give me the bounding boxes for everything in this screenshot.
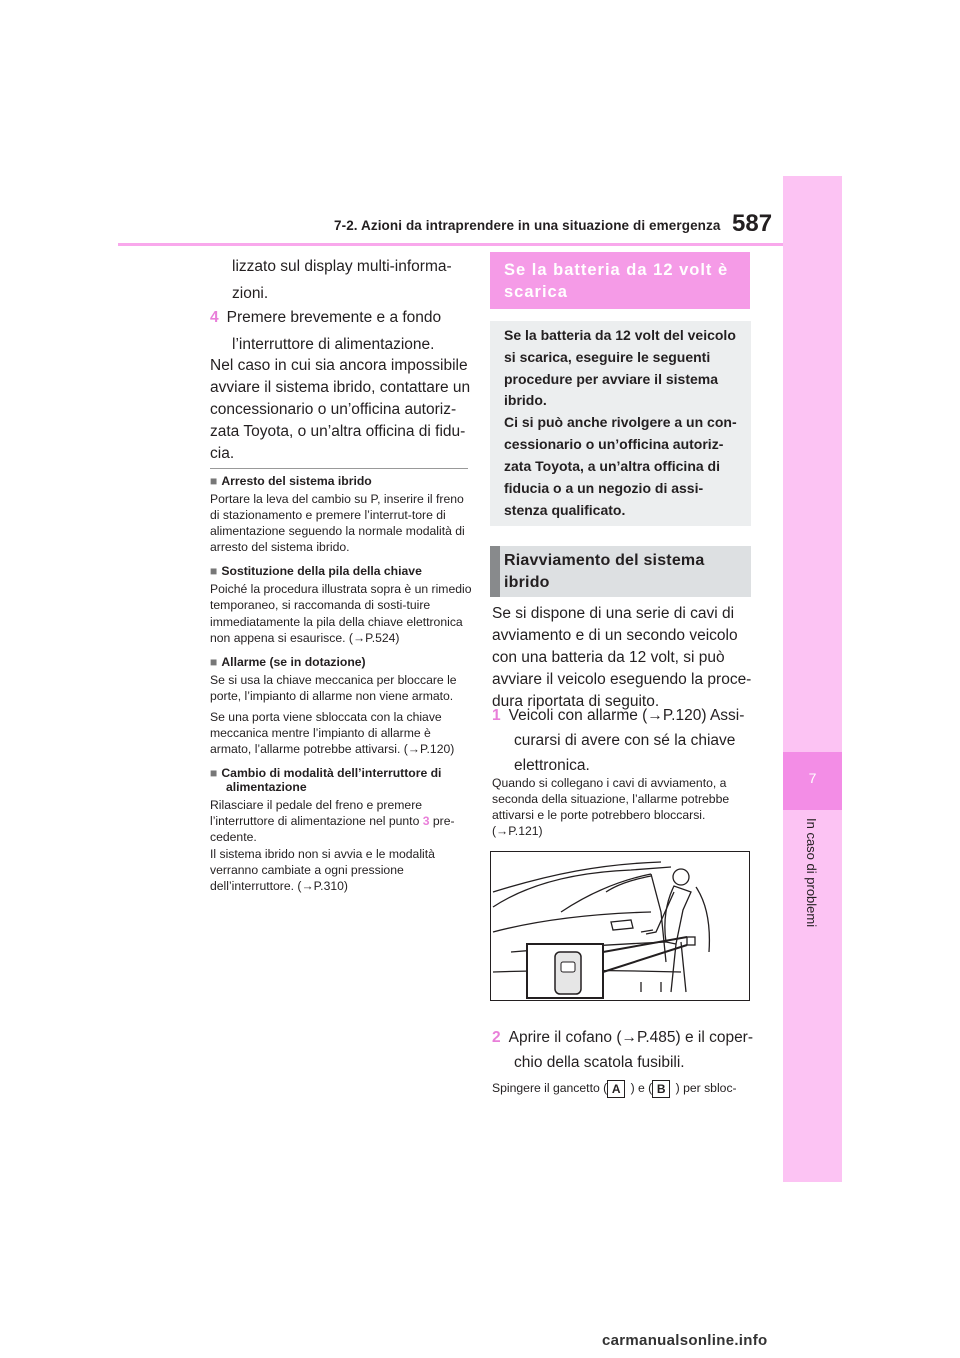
- header-rule: [118, 243, 783, 246]
- note-key-battery: ■ Sostituzione della pila della chiave Poiché la procedura illustrata sopra è un rimedio temporaneo, si raccomanda di sosti-tuire immediatamente la pila della chiave elettronica non appena si esaurisce. (→P.524): [210, 564, 472, 645]
- chapter-tab: [783, 176, 842, 1182]
- continued-text: lizzato sul display multi-informa- zioni.: [232, 258, 452, 302]
- car-door-illustration: [491, 852, 749, 1000]
- heading-restart-hybrid: Riavviamento del sistema ibrido: [490, 546, 751, 597]
- square-bullet-icon: ■: [210, 474, 218, 488]
- square-bullet-icon: ■: [210, 564, 218, 579]
- label-b: B: [652, 1080, 670, 1098]
- section-title: 7-2. Azioni da intraprendere in una situazione di emergenza: [334, 218, 721, 233]
- step-2-note: Spingere il gancetto ( A ) e ( B ) per sbloc-: [492, 1081, 737, 1096]
- step-4-number: 4: [210, 309, 219, 326]
- info-box: Se la batteria da 12 volt del veicolo si scarica, eseguire le seguenti procedure per avviare il sistema ibrido. Ci si può anche rivolgere a un con-cessionario o un’officina autoriz-zata Toyota, a un’altra officina di fiducia o a un negozio di assi-stenza qualificato.: [490, 321, 751, 526]
- illustration-key-at-door: [490, 851, 750, 1001]
- heading-battery-flat: Se la batteria da 12 volt è scarica: [490, 252, 750, 309]
- step-2-number: 2: [492, 1029, 501, 1046]
- watermark: carmanualsonline.info: [602, 1332, 768, 1349]
- jump-start-paragraph: Se si dispone di una serie di cavi di avviamento e di un secondo veicolo con una batteria da 12 volt, si può avviare il veicolo eseguendo la proce-dura riportata di seguito.: [492, 605, 752, 710]
- step-2: 2 Aprire il cofano (→P.485) e il coper-chio della scatola fusibili.: [492, 1029, 754, 1071]
- square-bullet-icon: ■: [210, 766, 218, 781]
- label-a: A: [607, 1080, 625, 1098]
- note-power-mode: ■ Cambio di modalità dell’interruttore di alimentazione Rilasciare il pedale del freno e premere l’interruttore di alimentazione nel punto 3 pre-cedente. Il sistema ibrido non si avvia e le modalità verranno cambiate a ogni pressione dell’interruttore. (→P.310): [210, 766, 455, 893]
- notes-list: [210, 474, 472, 894]
- page-number: 587: [732, 210, 773, 237]
- step-4: 4 Premere brevemente e a fondo l’interruttore di alimentazione.: [210, 309, 442, 353]
- chapter-title: In caso di problemi: [804, 818, 819, 928]
- note-stop-hybrid: ■ Arresto del sistema ibrido Portare la leva del cambio su P, inserire il freno di stazionamento e premere l’interrut-tore di alimentazione seguendo la normale modalità di arresto del sistema ibrido.: [210, 474, 465, 555]
- square-bullet-icon: ■: [210, 654, 218, 669]
- chapter-number: 7: [808, 770, 817, 786]
- note-alarm: ■ Allarme (se in dotazione) Se si usa la chiave meccanica per bloccare le porte, l’impianto di allarme non viene armato. Se una porta viene sbloccata con la chiave meccanica mentre l’impianto di allarme è armato, l’allarme potrebbe attivarsi. (→P.120): [210, 654, 457, 757]
- step-1: 1 Veicoli con allarme (→P.120) Assi-curarsi di avere con sé la chiave elettronica.: [492, 707, 745, 774]
- notes-divider: [210, 468, 468, 469]
- step-1-note: Quando si collegano i cavi di avviamento, a seconda della situazione, l’allarme potrebbe attivarsi e le porte potrebbero bloccarsi. (→P.121): [492, 776, 730, 839]
- contact-paragraph: Nel caso in cui sia ancora impossibile avviare il sistema ibrido, contattare un concessionario o un’officina autoriz-zata Toyota, o un’altra officina di fidu-cia.: [210, 357, 471, 462]
- step-1-number: 1: [492, 707, 501, 724]
